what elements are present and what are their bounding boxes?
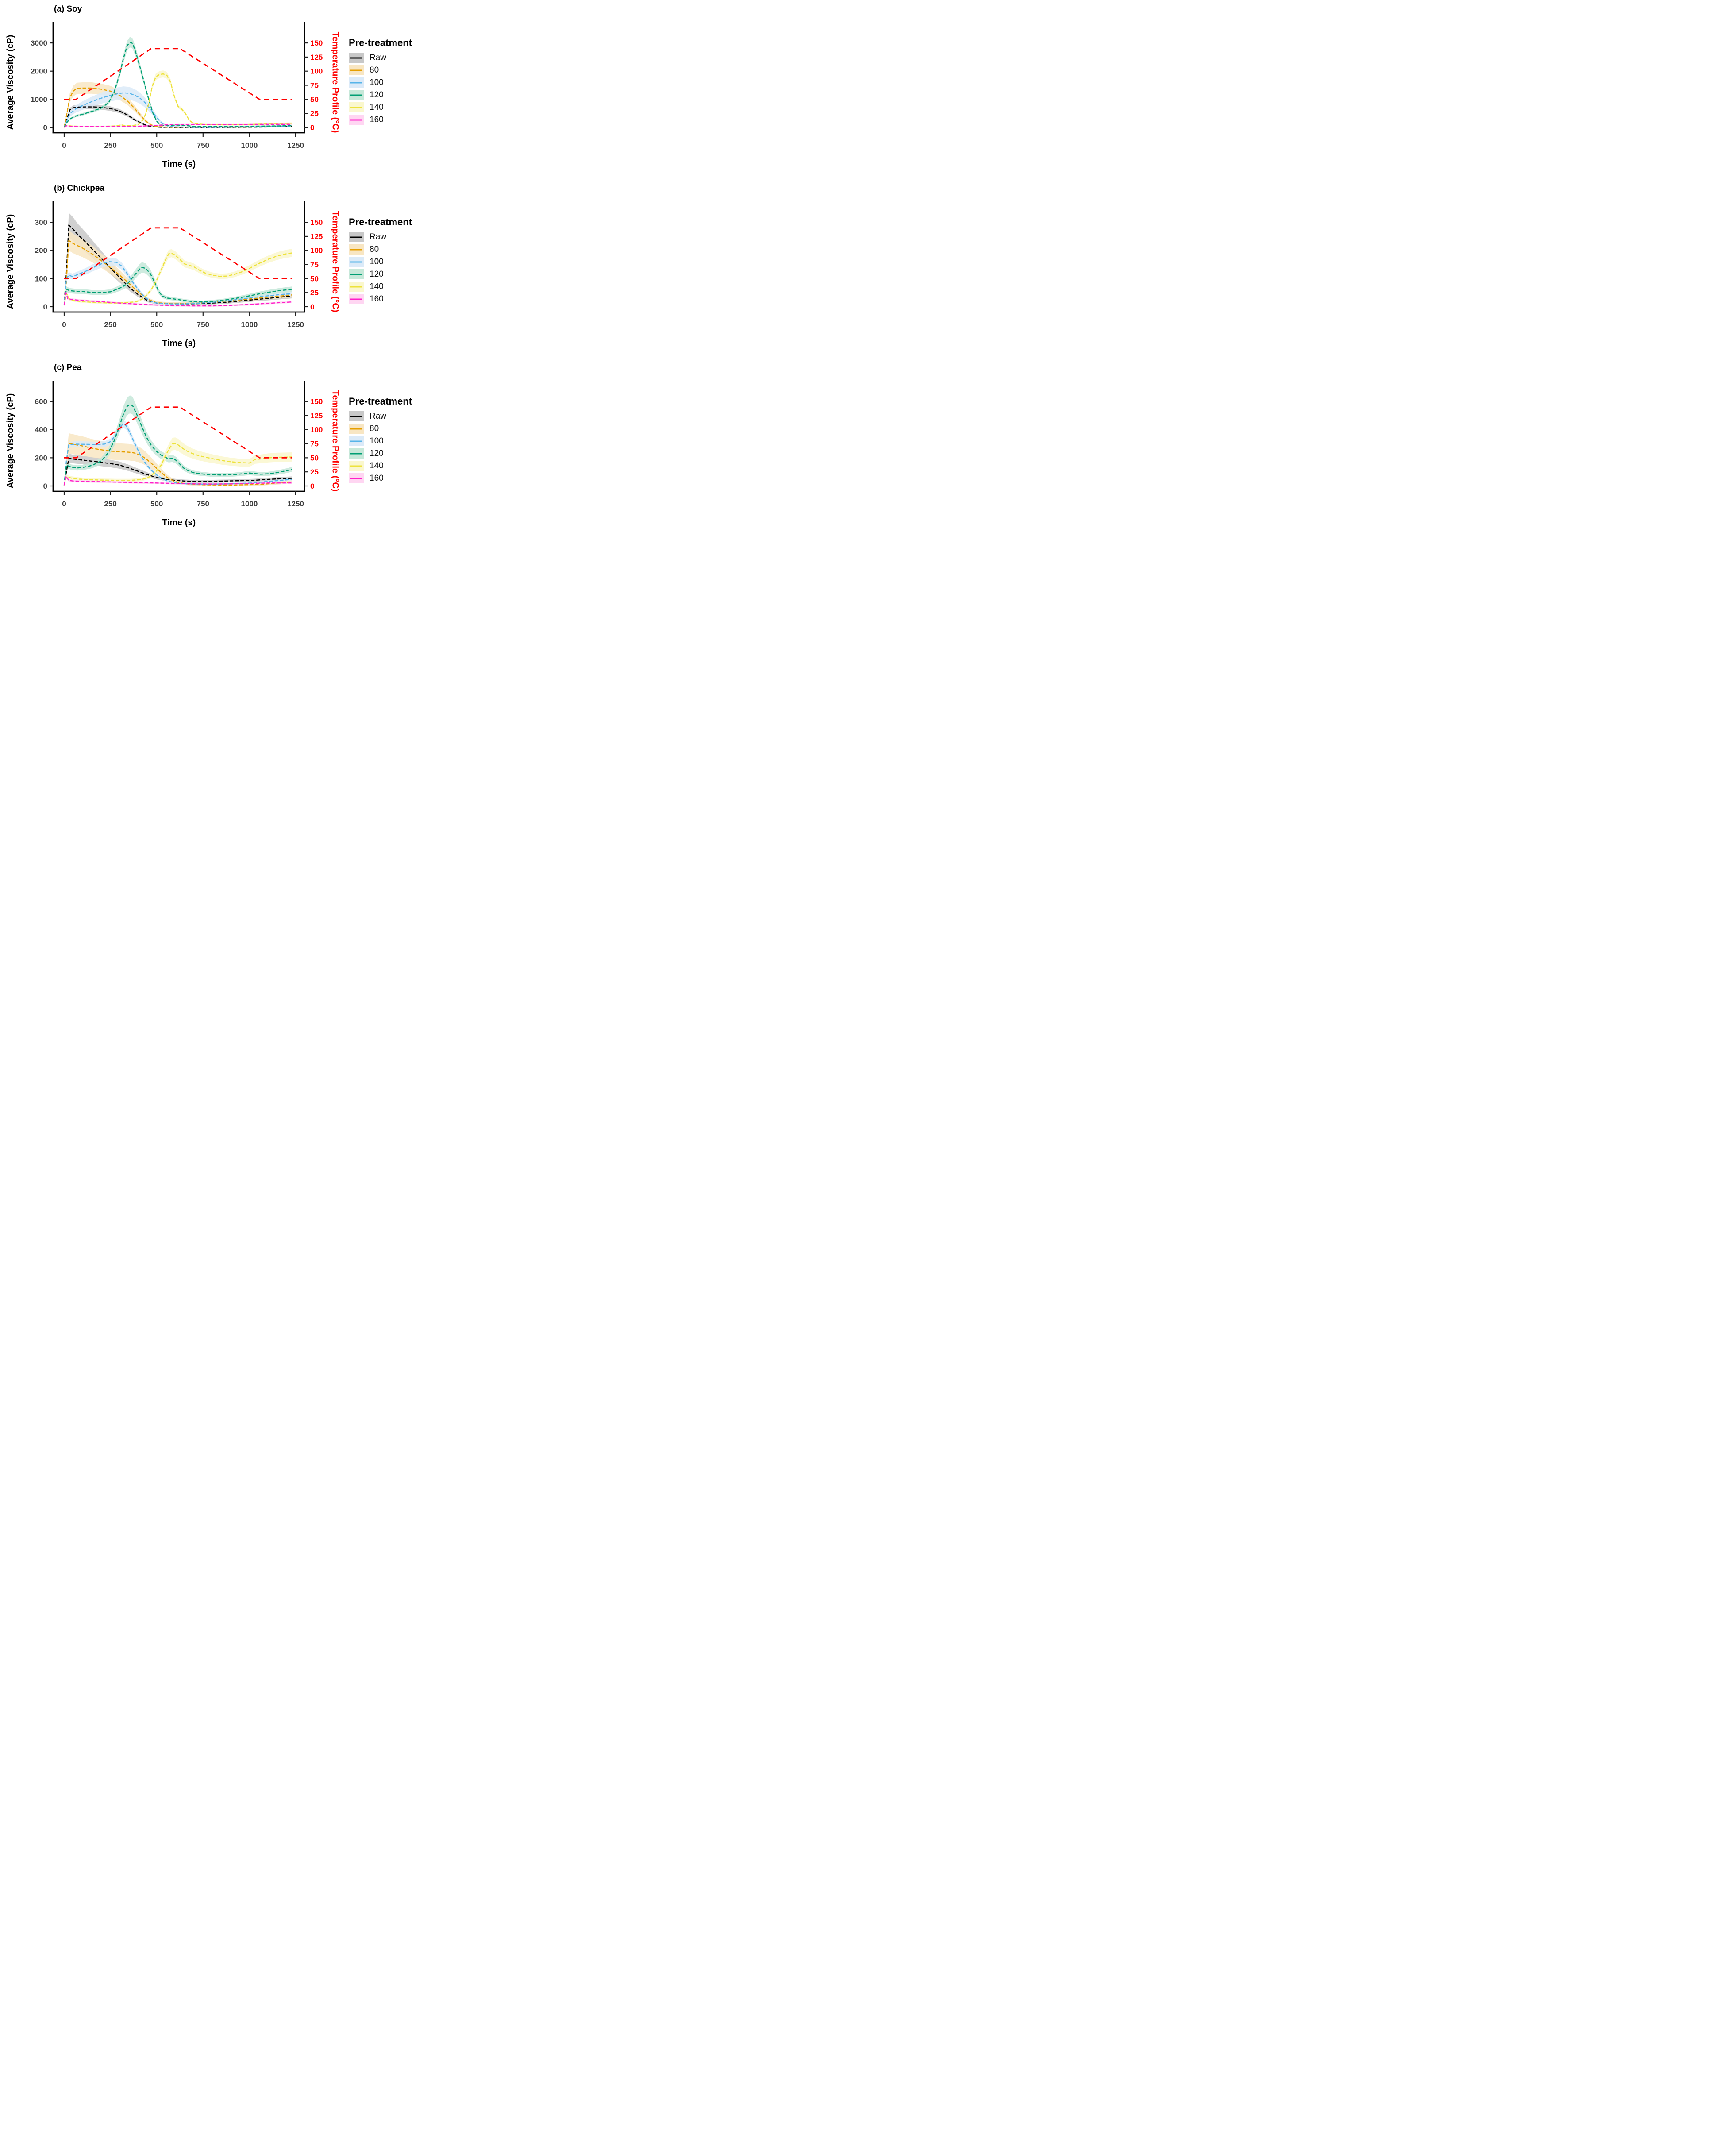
- legend-item-80: [349, 424, 434, 434]
- x-tick-label: 1000: [241, 500, 258, 508]
- legend-items: [349, 232, 434, 304]
- pea-chart: [0, 359, 345, 537]
- legend-item-160: [349, 294, 434, 304]
- y2-tick-label: 125: [310, 53, 323, 62]
- y-tick-label: 3000: [31, 39, 47, 48]
- legend-key-line: [350, 236, 362, 238]
- y2-tick-label: 0: [310, 303, 315, 311]
- x-tick-label: 1250: [287, 500, 304, 508]
- legend-label: 140: [370, 461, 384, 470]
- legend-label: 80: [370, 244, 379, 254]
- y2-axis-title: Temperature Profile (°C): [330, 211, 340, 312]
- legend-label: 80: [370, 424, 379, 433]
- legend-label: 140: [370, 282, 384, 291]
- legend-key-line: [350, 249, 362, 250]
- legend-label: 120: [370, 448, 384, 458]
- y-axis-title: Average Viscosity (cP): [5, 35, 15, 130]
- x-tick-label: 500: [150, 500, 163, 508]
- panel-pea: [0, 359, 434, 537]
- x-tick-label: 1000: [241, 320, 258, 329]
- legend-item-140: [349, 461, 434, 471]
- legend-label: Raw: [370, 232, 387, 242]
- plot-area: [64, 395, 292, 486]
- x-tick-label: 500: [150, 320, 163, 329]
- y2-tick-label: 50: [310, 95, 319, 104]
- x-axis-title: Time (s): [162, 518, 196, 528]
- legend-key-line: [350, 261, 362, 262]
- y2-tick-label: 50: [310, 454, 319, 463]
- y-tick-label: 0: [43, 482, 47, 490]
- legend-label: 160: [370, 473, 384, 483]
- legend-key-swatch: [349, 269, 364, 279]
- legend-key-swatch: [349, 232, 364, 242]
- y2-tick-label: 75: [310, 440, 319, 448]
- x-axis-title: Time (s): [162, 339, 196, 348]
- legend-item-raw: [349, 53, 434, 63]
- legend-key-swatch: [349, 90, 364, 100]
- x-tick-label: 750: [196, 141, 209, 150]
- legend-pea: [349, 396, 434, 486]
- x-tick-label: 750: [196, 320, 209, 329]
- legend-key-line: [350, 465, 362, 467]
- legend-key-swatch: [349, 53, 364, 63]
- y-axis-title: Average Viscosity (cP): [5, 393, 15, 489]
- legend-item-120: [349, 90, 434, 100]
- legend-key-line: [350, 107, 362, 108]
- legend-label: 160: [370, 294, 384, 304]
- y-tick-label: 1000: [31, 95, 47, 104]
- y2-tick-label: 25: [310, 468, 319, 477]
- legend-key-line: [350, 416, 362, 417]
- y2-tick-label: 150: [310, 397, 323, 406]
- y2-tick-label: 150: [310, 218, 323, 227]
- chickpea-chart: [0, 179, 345, 358]
- y-tick-label: 2000: [31, 67, 47, 76]
- legend-key-line: [350, 453, 362, 454]
- legend-items: [349, 411, 434, 483]
- y2-axis-title: Temperature Profile (°C): [330, 31, 340, 133]
- legend-label: 140: [370, 102, 384, 112]
- panel-title-pea: (c) Pea: [54, 363, 82, 372]
- legend-label: 160: [370, 115, 384, 124]
- legend-key-swatch: [349, 282, 364, 292]
- y2-tick-label: 125: [310, 411, 323, 420]
- legend-item-140: [349, 282, 434, 292]
- x-tick-label: 500: [150, 141, 163, 150]
- legend-key-line: [350, 57, 362, 58]
- y-tick-label: 0: [43, 303, 47, 311]
- legend-label: 120: [370, 269, 384, 279]
- y-tick-label: 600: [35, 397, 47, 406]
- legend-key-swatch: [349, 411, 364, 421]
- x-tick-label: 1000: [241, 141, 258, 150]
- legend-key-line: [350, 286, 362, 287]
- x-tick-label: 1250: [287, 141, 304, 150]
- legend-label: Raw: [370, 53, 387, 62]
- legend-key-swatch: [349, 436, 364, 446]
- y2-tick-label: 25: [310, 109, 319, 118]
- y2-tick-label: 25: [310, 289, 319, 297]
- y-tick-label: 400: [35, 425, 47, 434]
- y-tick-label: 300: [35, 218, 47, 227]
- legend-label: 100: [370, 257, 384, 266]
- y2-tick-label: 100: [310, 246, 323, 255]
- y-tick-label: 200: [35, 454, 47, 463]
- legend-key-line: [350, 440, 362, 442]
- legend-key-swatch: [349, 294, 364, 304]
- y2-tick-label: 100: [310, 67, 323, 76]
- legend-key-line: [350, 69, 362, 71]
- panel-soy: [0, 0, 434, 179]
- plot-area: [64, 213, 292, 307]
- legend-key-line: [350, 478, 362, 479]
- y-tick-label: 100: [35, 274, 47, 283]
- legend-items: [349, 53, 434, 125]
- legend-key-swatch: [349, 473, 364, 483]
- legend-item-raw: [349, 232, 434, 242]
- panel-title-soy: (a) Soy: [54, 4, 82, 14]
- y2-tick-label: 125: [310, 232, 323, 241]
- x-tick-label: 250: [104, 500, 117, 508]
- legend-soy: [349, 37, 434, 127]
- legend-item-160: [349, 473, 434, 483]
- x-tick-label: 250: [104, 320, 117, 329]
- legend-key-line: [350, 274, 362, 275]
- y2-tick-label: 75: [310, 81, 319, 90]
- y2-axis-title: Temperature Profile (°C): [330, 390, 340, 492]
- legend-label: 100: [370, 436, 384, 446]
- x-tick-label: 0: [62, 320, 66, 329]
- figure: [0, 0, 434, 537]
- x-axis-title: Time (s): [162, 159, 196, 169]
- legend-label: 120: [370, 90, 384, 100]
- y-tick-label: 200: [35, 246, 47, 255]
- legend-item-100: [349, 257, 434, 267]
- legend-key-swatch: [349, 257, 364, 267]
- legend-key-swatch: [349, 65, 364, 75]
- legend-key-swatch: [349, 115, 364, 125]
- legend-key-line: [350, 428, 362, 429]
- y2-tick-label: 100: [310, 425, 323, 434]
- legend-chickpea: [349, 216, 434, 306]
- y2-tick-label: 75: [310, 260, 319, 269]
- y2-tick-label: 50: [310, 274, 319, 283]
- legend-key-swatch: [349, 244, 364, 255]
- legend-key-line: [350, 119, 362, 120]
- legend-item-140: [349, 102, 434, 112]
- soy-chart: [0, 0, 345, 179]
- legend-item-80: [349, 65, 434, 75]
- x-tick-label: 250: [104, 141, 117, 150]
- legend-item-120: [349, 448, 434, 459]
- legend-key-line: [350, 298, 362, 300]
- y2-tick-label: 0: [310, 482, 315, 490]
- legend-key-line: [350, 82, 362, 83]
- axes: [35, 201, 323, 329]
- legend-label: 100: [370, 77, 384, 87]
- x-tick-label: 0: [62, 141, 66, 150]
- legend-key-swatch: [349, 461, 364, 471]
- legend-title: Pre-treatment: [349, 396, 412, 407]
- y-axis-title: Average Viscosity (cP): [5, 214, 15, 309]
- legend-key-line: [350, 94, 362, 96]
- legend-item-raw: [349, 411, 434, 421]
- legend-label: Raw: [370, 411, 387, 421]
- panel-title-chickpea: (b) Chickpea: [54, 184, 105, 193]
- y2-tick-label: 150: [310, 39, 323, 48]
- y-tick-label: 0: [43, 123, 47, 132]
- legend-item-160: [349, 115, 434, 125]
- legend-item-100: [349, 77, 434, 88]
- legend-label: 80: [370, 65, 379, 75]
- y2-tick-label: 0: [310, 123, 315, 132]
- x-tick-label: 750: [196, 500, 209, 508]
- legend-title: Pre-treatment: [349, 216, 412, 228]
- x-tick-label: 0: [62, 500, 66, 508]
- legend-item-120: [349, 269, 434, 279]
- legend-key-swatch: [349, 448, 364, 459]
- x-tick-label: 1250: [287, 320, 304, 329]
- legend-key-swatch: [349, 77, 364, 88]
- legend-item-80: [349, 244, 434, 255]
- legend-key-swatch: [349, 102, 364, 112]
- series-120-band: [64, 37, 292, 127]
- legend-key-swatch: [349, 424, 364, 434]
- panel-chickpea: [0, 179, 434, 358]
- legend-item-100: [349, 436, 434, 446]
- plot-area: [64, 37, 292, 127]
- legend-title: Pre-treatment: [349, 37, 412, 48]
